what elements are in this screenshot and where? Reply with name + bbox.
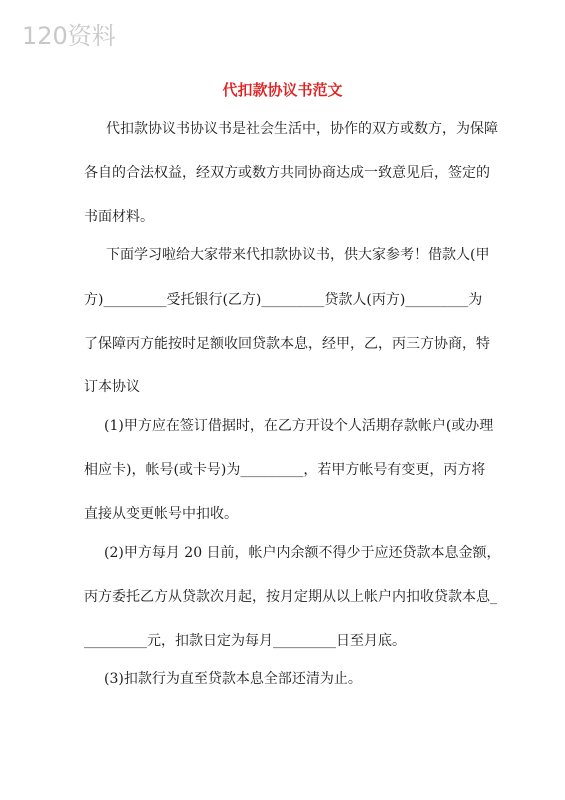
clause-line: 相应卡)，帐号(或卡号)为_________，若甲方帐号有变更，丙方将 [84,462,486,478]
paragraph-line: 各自的合法权益，经双方或数方共同协商达成一致意见后，签定的 [84,165,490,181]
paragraph-line: 下面学习啦给大家带来代扣款协议书，供大家参考！借款人(甲 [106,247,490,263]
document-title: 代扣款协议书范文 [222,81,343,99]
clause-line: 直接从变更帐号中扣收。 [84,506,238,522]
clause-line: _________元，扣款日定为每月_________日至月底。 [84,633,406,649]
clause-line: 丙方委托乙方从贷款次月起，按月定期从以上帐户内扣收贷款本息_ [84,589,497,605]
clause-line: (1)甲方应在签订借据时，在乙方开设个人活期存款帐户(或办理 [104,418,494,434]
clause-line: (3)扣款行为直至贷款本息全部还清为止。 [104,671,362,687]
paragraph-line: 代扣款协议书协议书是社会生活中，协作的双方或数方，为保障 [106,121,498,137]
paragraph-line: 了保障丙方能按时足额收回贷款本息，经甲，乙，丙三方协商，特 [84,336,490,352]
paragraph-line: 方)_________受托银行(乙方)_________贷款人(丙方)_________为 [84,292,483,308]
clause-line: (2)甲方每月 20 日前，帐户内余额不得少于应还贷款本息金额， [104,545,501,561]
watermark-logo: 120资料 [22,22,116,50]
paragraph-line: 订本协议 [84,379,140,395]
paragraph-line: 书面材料。 [84,209,154,225]
